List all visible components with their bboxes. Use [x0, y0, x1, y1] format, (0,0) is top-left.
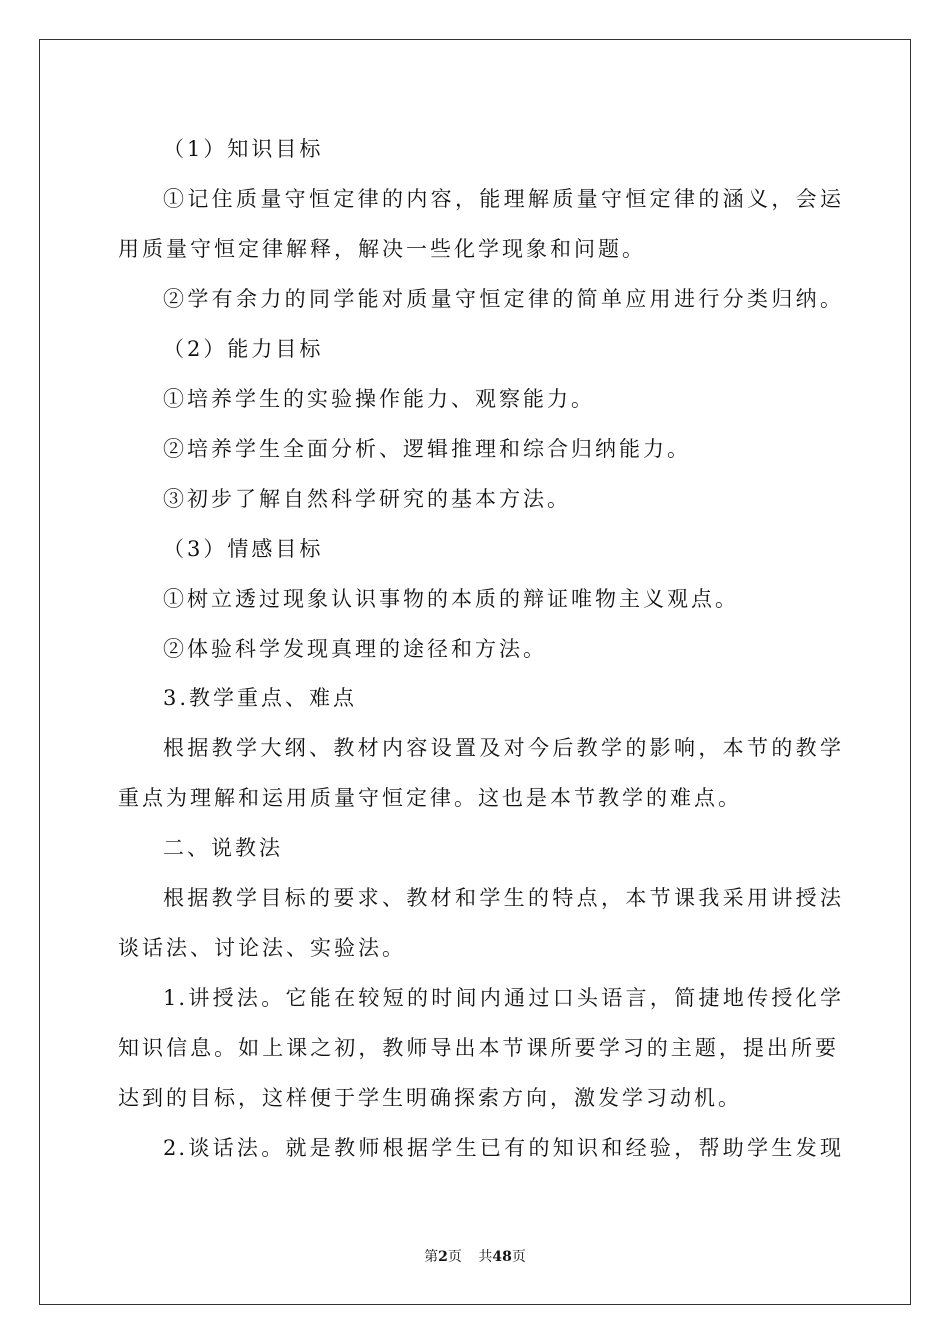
paragraph-line: ①培养学生的实验操作能力、观察能力。	[163, 387, 595, 411]
paragraph-line: 根据教学大纲、教材内容设置及对今后教学的影响，本节的教学	[163, 736, 843, 760]
paragraph-line: 谈话法、讨论法、实验法。	[118, 936, 406, 960]
paragraph-line: ①树立透过现象认识事物的本质的辩证唯物主义观点。	[163, 587, 739, 611]
paragraph-line: 达到的目标，这样便于学生明确探索方向，激发学习动机。	[118, 1086, 742, 1110]
paragraph-line: ②体验科学发现真理的途径和方法。	[163, 637, 547, 661]
page-footer	[0, 1246, 950, 1266]
heading-key-points: 3.教学重点、难点	[163, 686, 358, 710]
heading-emotion-goals: （3）情感目标	[163, 537, 324, 561]
heading-knowledge-goals: （1）知识目标	[163, 137, 324, 161]
heading-teaching-methods: 二、说教法	[163, 836, 283, 860]
paragraph-line: ②培养学生全面分析、逻辑推理和综合归纳能力。	[163, 437, 691, 461]
paragraph-line: ①记住质量守恒定律的内容，能理解质量守恒定律的涵义，会运	[163, 187, 843, 211]
paragraph-line: ②学有余力的同学能对质量守恒定律的简单应用进行分类归纳。	[163, 287, 843, 311]
paragraph-line: 重点为理解和运用质量守恒定律。这也是本节教学的难点。	[118, 786, 742, 810]
paragraph-line: 1.讲授法。它能在较短的时间内通过口头语言，简捷地传授化学	[163, 986, 843, 1010]
paragraph-line: 2.谈话法。就是教师根据学生已有的知识和经验，帮助学生发现	[163, 1136, 843, 1160]
page-total: 共48页	[478, 1249, 526, 1265]
paragraph-line: ③初步了解自然科学研究的基本方法。	[163, 487, 571, 511]
paragraph-line: 根据教学目标的要求、教材和学生的特点，本节课我采用讲授法	[163, 886, 843, 910]
page-number: 第2页	[424, 1249, 462, 1265]
paragraph-line: 用质量守恒定律解释，解决一些化学现象和问题。	[118, 237, 646, 261]
paragraph-line: 知识信息。如上课之初，教师导出本节课所要学习的主题，提出所要	[118, 1036, 838, 1060]
heading-ability-goals: （2）能力目标	[163, 337, 324, 361]
